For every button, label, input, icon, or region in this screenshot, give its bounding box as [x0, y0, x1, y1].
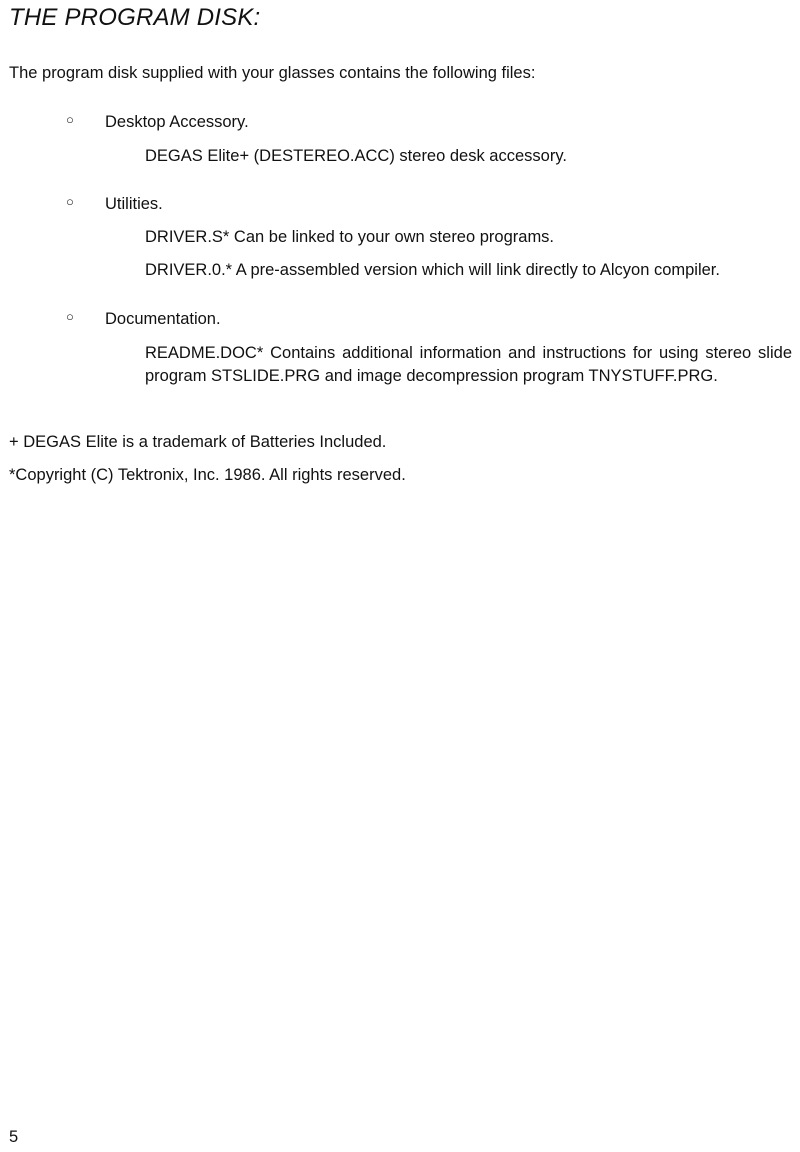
- file-entry: DRIVER.0.* A pre-assembled version which will link directly to Alcyon compiler.: [145, 261, 720, 279]
- file-entry: DRIVER.S* Can be linked to your own stereo programs.: [145, 228, 555, 246]
- bullet-circle: ○: [66, 194, 74, 209]
- section-label: Desktop Accessory.: [105, 113, 249, 131]
- section-label: Utilities.: [105, 195, 163, 213]
- bullet-circle: ○: [66, 309, 74, 324]
- footnote-trademark: + DEGAS Elite is a trademark of Batteries Included.: [9, 433, 387, 451]
- page-title: THE PROGRAM DISK:: [9, 4, 261, 31]
- intro-paragraph: The program disk supplied with your glasses contains the following files:: [9, 64, 536, 82]
- file-entry: README.DOC* Contains additional information and instructions for using stereo slide program STSLIDE.PRG and image decompression program TNYSTUFF.PRG.: [145, 344, 792, 385]
- footnote-copyright: *Copyright (C) Tektronix, Inc. 1986. All rights reserved.: [9, 466, 406, 484]
- page-number: 5: [9, 1128, 19, 1146]
- bullet-circle: ○: [66, 112, 74, 127]
- file-entry: DEGAS Elite+ (DESTEREO.ACC) stereo desk accessory.: [145, 147, 567, 165]
- section-label: Documentation.: [105, 310, 221, 328]
